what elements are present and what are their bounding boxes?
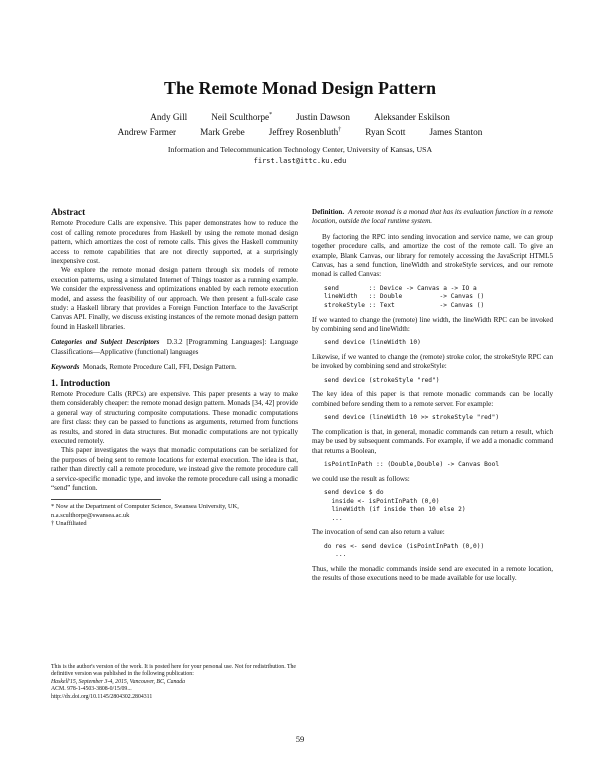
footnote-2: † Unaffiliated (51, 520, 87, 528)
code-block: do res <- send device (isPointInPath (0,0)) ... (324, 542, 485, 559)
venue: Haskell'15, September 3-4, 2015, Vancouver, BC, Canada (51, 678, 186, 685)
code-block: send device $ do inside <- isPointInPath (0,0) lineWidth (if inside then 10 else 2) ... (324, 489, 466, 522)
author: Neil Sculthorpe* (211, 112, 273, 123)
code-block: send device (lineWidth 10 >> strokeStyle "red") (324, 414, 500, 422)
paragraph: Thus, while the monadic commands inside send are executed in a remote location, the results of those executions need to be made available for use locally. (312, 565, 553, 583)
definition: Definition. A remote monad is a monad that has its evaluation function in a remote location, outside the local runtime system. (312, 208, 553, 226)
left-column (51, 208, 298, 529)
paper-title: The Remote Monad Design Pattern (164, 78, 436, 98)
keywords: Keywords Monads, Remote Procedure Call, FFI, Design Pattern. (51, 363, 237, 372)
footnote-rule (51, 499, 161, 500)
code-block: send device (lineWidth 10) (324, 339, 421, 347)
paragraph: The key idea of this paper is that remote monadic commands can be locally combined before sending them to a remote server. For example: (312, 390, 553, 408)
isbn: ACM. 978-1-4503-3808-0/15/09... (51, 686, 132, 693)
right-column (312, 208, 553, 584)
intro-paragraph-2: This paper investigates the ways that monadic computations can be serialized for the purposes of being sent to remote locations for external execution. The idea is that, rather than directly call a remote procedure, we instead give the remote procedure call a service-specific monadic type, and invoke the remote procedure call using a monadic “send” function. (51, 446, 298, 492)
author: Aleksander Eskilson (374, 112, 450, 123)
code-block: isPointInPath :: (Double,Double) -> Canvas Bool (324, 461, 500, 469)
author: Justin Dawson (296, 112, 350, 123)
paragraph: The complication is that, in general, monadic commands can return a result, which may be used by subsequent commands. For example, if we add a monadic command that returns a Boolean, (312, 427, 553, 455)
author: Mark Grebe (200, 127, 245, 138)
author: Andy Gill (150, 112, 188, 123)
copyright-notice: This is the author's version of the work. It is posted here for your personal use. Not for redistribution. The definitive version was published in the following publication: (51, 664, 297, 678)
paragraph: If we wanted to change the (remote) line width, the lineWidth RPC can be invoked by combining send and lineWidth: (312, 315, 553, 334)
paragraph: we could use the result as follows: (312, 474, 410, 483)
intro-paragraph-1: Remote Procedure Calls (RPCs) are expensive. This paper presents a way to make them considerably cheaper: the remote monad design pattern. Monads [34, 42] provide a general way of structuring composite computations. These monadic computations are first class: they can be passed to functions as arguments, returned from functions as results, and stored in data structures. But monadic computations are not typically executed remotely. (51, 389, 298, 445)
paragraph: By factoring the RPC into sending invocation and service name, we can group together procedure calls, and amortize the cost of the remote call. To give an example, Blank Canvas, our library for remotely accessing the JavaScript HTML5 Canvas, has a send function, lineWidth and strokeStyle services, and our remote monad is called Canvas: (312, 232, 553, 279)
author-row-1 (0, 112, 600, 122)
author-row-2 (0, 127, 600, 137)
footnote-1: * Now at the Department of Computer Science, Swansea University, UK, n.a.sculthorpe@swansea.ac.uk (51, 503, 239, 519)
code-block: send :: Device -> Canvas a -> IO a lineWidth :: Double -> Canvas () strokeStyle :: Text -> Canvas () (324, 284, 485, 310)
categories: Categories and Subject Descriptors D.3.2 [Programming Languages]: Language Classifications—Applicative (functional) languages (51, 338, 298, 356)
doi: http://dx.doi.org/10.1145/2804302.2804311 (51, 693, 153, 700)
affiliation: Information and Telecommunication Technology Center, University of Kansas, USA (167, 145, 433, 154)
paragraph: Likewise, if we wanted to change the (remote) stroke color, the strokeStyle RPC can be invoked by combining send and strokeStyle: (312, 353, 553, 371)
author: Jeffrey Rosenbluth† (268, 127, 342, 138)
paragraph: The invocation of send can also return a value: (312, 528, 445, 537)
author: Andrew Farmer (117, 127, 177, 138)
author: James Stanton (429, 127, 483, 138)
abstract-paragraph-1: Remote Procedure Calls are expensive. This paper demonstrates how to reduce the cost of calling remote procedures from Haskell by using the remote monad design pattern, which amortizes the cost of remote calls. This gives the Haskell community access to remote capabilities that are not directly supported, at a surprisingly inexpensive cost. (51, 219, 298, 266)
introduction-heading: 1. Introduction (51, 377, 111, 388)
abstract-heading: Abstract (51, 207, 86, 217)
email: first.last@ittc.ku.edu (253, 157, 347, 165)
copyright-block (51, 664, 298, 701)
page-number: 59 (295, 734, 305, 744)
code-block: send device (strokeStyle "red") (324, 376, 440, 384)
abstract-paragraph-2: We explore the remote monad design pattern through six models of remote execution patterns, using a simulated Internet of Things toaster as a running example. We consider the expressiveness and optimizations enabled by each remote execution model, and assess the feasibility of our approach. We then present a full-scale case study: a Haskell library that provides a Foreign Function Interface to the JavaScript Canvas API. Finally, we discuss existing instances of the remote monad design pattern found in Haskell libraries. (51, 266, 298, 331)
author: Ryan Scott (365, 127, 406, 138)
